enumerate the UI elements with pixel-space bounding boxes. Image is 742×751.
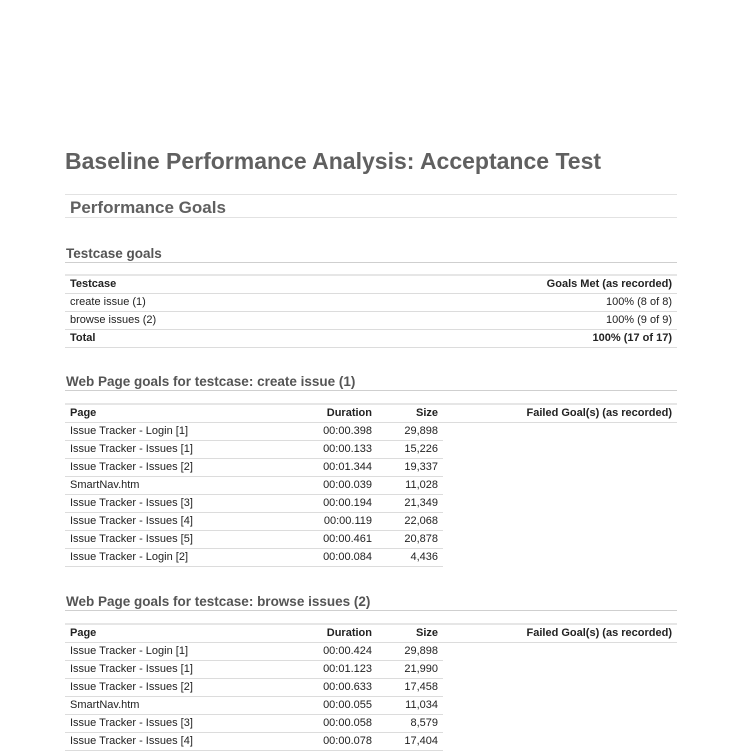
duration-value: 00:00.461 — [299, 531, 377, 549]
column-header-page: Page — [65, 624, 299, 643]
testcase-goals-table — [65, 274, 677, 348]
size-value: 19,337 — [377, 459, 443, 477]
report-title: Baseline Performance Analysis: Acceptance Test — [65, 148, 602, 174]
table-row — [65, 549, 677, 567]
webpage-goals-heading-create-issue — [65, 374, 677, 391]
duration-value: 00:00.398 — [299, 423, 377, 441]
failed-goals-value — [443, 733, 677, 751]
page-name: Issue Tracker - Issues [4] — [65, 513, 299, 531]
duration-value: 00:00.084 — [299, 549, 377, 567]
table-row — [65, 423, 677, 441]
column-header-goals-met: Goals Met (as recorded) — [319, 275, 677, 294]
section-header — [65, 194, 677, 218]
table-row — [65, 459, 677, 477]
size-value: 17,404 — [377, 733, 443, 751]
failed-goals-value — [443, 513, 677, 531]
webpage-goals-heading-text: Web Page goals for testcase: create issue (1) — [66, 374, 356, 389]
webpage-goals-table-browse-issues — [65, 623, 677, 751]
table-row — [65, 697, 677, 715]
page-name: Issue Tracker - Issues [4] — [65, 733, 299, 751]
table-row — [65, 294, 677, 312]
duration-value: 00:00.078 — [299, 733, 377, 751]
page-name: Issue Tracker - Issues [3] — [65, 495, 299, 513]
table-row — [65, 312, 677, 330]
failed-goals-value — [443, 697, 677, 715]
table-row — [65, 661, 677, 679]
page-name: Issue Tracker - Login [1] — [65, 423, 299, 441]
testcase-name: create issue (1) — [65, 294, 319, 312]
failed-goals-value — [443, 441, 677, 459]
duration-value: 00:01.344 — [299, 459, 377, 477]
goals-met-value: 100% (9 of 9) — [319, 312, 677, 330]
column-header-failed-goals: Failed Goal(s) (as recorded) — [443, 624, 677, 643]
total-row — [65, 330, 677, 348]
page-name: SmartNav.htm — [65, 477, 299, 495]
table-row — [65, 441, 677, 459]
duration-value: 00:00.119 — [299, 513, 377, 531]
failed-goals-value — [443, 477, 677, 495]
size-value: 4,436 — [377, 549, 443, 567]
table-row — [65, 715, 677, 733]
duration-value: 00:00.058 — [299, 715, 377, 733]
column-header-duration: Duration — [299, 624, 377, 643]
page-name: SmartNav.htm — [65, 697, 299, 715]
duration-value: 00:01.123 — [299, 661, 377, 679]
total-label: Total — [65, 330, 319, 348]
size-value: 11,034 — [377, 697, 443, 715]
section-title: Performance Goals — [70, 198, 226, 217]
duration-value: 00:00.055 — [299, 697, 377, 715]
column-header-page: Page — [65, 404, 299, 423]
failed-goals-value — [443, 715, 677, 733]
page-name: Issue Tracker - Issues [2] — [65, 679, 299, 697]
table-header-row — [65, 624, 677, 643]
size-value: 21,990 — [377, 661, 443, 679]
goals-met-value: 100% (8 of 8) — [319, 294, 677, 312]
failed-goals-value — [443, 679, 677, 697]
size-value: 20,878 — [377, 531, 443, 549]
table-row — [65, 477, 677, 495]
total-goals-met: 100% (17 of 17) — [319, 330, 677, 348]
size-value: 29,898 — [377, 423, 443, 441]
size-value: 21,349 — [377, 495, 443, 513]
table-header-row — [65, 275, 677, 294]
column-header-failed-goals: Failed Goal(s) (as recorded) — [443, 404, 677, 423]
page-name: Issue Tracker - Issues [1] — [65, 441, 299, 459]
size-value: 22,068 — [377, 513, 443, 531]
page-name: Issue Tracker - Issues [2] — [65, 459, 299, 477]
table-row — [65, 679, 677, 697]
failed-goals-value — [443, 495, 677, 513]
table-row — [65, 733, 677, 751]
table-row — [65, 531, 677, 549]
size-value: 17,458 — [377, 679, 443, 697]
column-header-size: Size — [377, 624, 443, 643]
testcase-goals-heading-text: Testcase goals — [66, 246, 162, 261]
page-name: Issue Tracker - Issues [1] — [65, 661, 299, 679]
table-header-row — [65, 404, 677, 423]
size-value: 11,028 — [377, 477, 443, 495]
table-row — [65, 495, 677, 513]
page-name: Issue Tracker - Issues [5] — [65, 531, 299, 549]
failed-goals-value — [443, 549, 677, 567]
table-row — [65, 643, 677, 661]
failed-goals-value — [443, 643, 677, 661]
page-name: Issue Tracker - Issues [3] — [65, 715, 299, 733]
column-header-size: Size — [377, 404, 443, 423]
duration-value: 00:00.133 — [299, 441, 377, 459]
size-value: 8,579 — [377, 715, 443, 733]
failed-goals-value — [443, 531, 677, 549]
failed-goals-value — [443, 661, 677, 679]
column-header-duration: Duration — [299, 404, 377, 423]
size-value: 29,898 — [377, 643, 443, 661]
duration-value: 00:00.039 — [299, 477, 377, 495]
duration-value: 00:00.194 — [299, 495, 377, 513]
testcase-name: browse issues (2) — [65, 312, 319, 330]
table-row — [65, 513, 677, 531]
webpage-goals-heading-text: Web Page goals for testcase: browse issues (2) — [66, 594, 371, 609]
page-name: Issue Tracker - Login [2] — [65, 549, 299, 567]
duration-value: 00:00.424 — [299, 643, 377, 661]
failed-goals-value — [443, 423, 677, 441]
webpage-goals-table-create-issue — [65, 403, 677, 567]
page-name: Issue Tracker - Login [1] — [65, 643, 299, 661]
testcase-goals-heading — [65, 246, 677, 263]
failed-goals-value — [443, 459, 677, 477]
column-header-testcase: Testcase — [65, 275, 319, 294]
duration-value: 00:00.633 — [299, 679, 377, 697]
size-value: 15,226 — [377, 441, 443, 459]
webpage-goals-heading-browse-issues — [65, 594, 677, 611]
